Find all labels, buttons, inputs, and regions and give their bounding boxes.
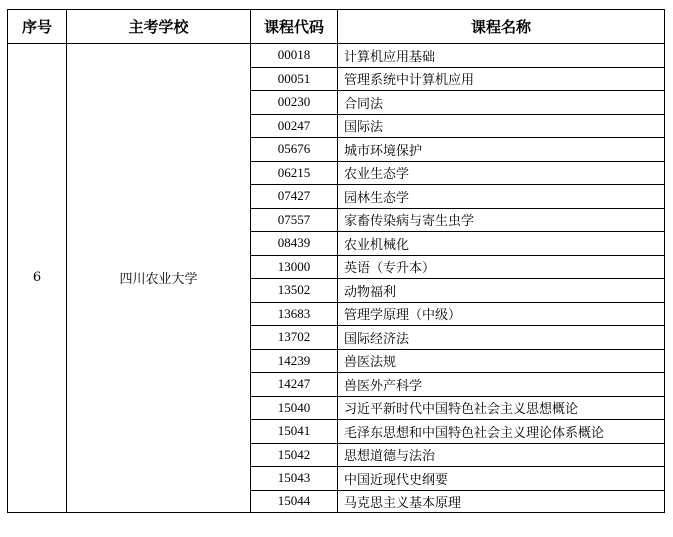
course-code-cell: 13702: [251, 326, 338, 350]
course-code-cell: 07427: [251, 185, 338, 209]
course-code-cell: 07557: [251, 208, 338, 232]
course-code-cell: 14247: [251, 373, 338, 397]
course-table: [7, 9, 665, 513]
table-body: [8, 44, 665, 513]
course-name-cell: 毛泽东思想和中国特色社会主义理论体系概论: [338, 420, 665, 444]
course-name-cell: 园林生态学: [338, 185, 665, 209]
course-name-cell: 马克思主义基本原理: [338, 490, 665, 512]
school-cell: 四川农业大学: [67, 44, 251, 513]
course-name-cell: 管理系统中计算机应用: [338, 67, 665, 91]
course-name-cell: 思想道德与法治: [338, 443, 665, 467]
course-code-cell: 15042: [251, 443, 338, 467]
course-name-cell: 家畜传染病与寄生虫学: [338, 208, 665, 232]
course-code-cell: 13683: [251, 302, 338, 326]
course-name-cell: 动物福利: [338, 279, 665, 303]
course-code-cell: 14239: [251, 349, 338, 373]
course-name-cell: 国际经济法: [338, 326, 665, 350]
course-name-cell: 兽医外产科学: [338, 373, 665, 397]
course-code-cell: 05676: [251, 138, 338, 162]
course-code-cell: 13000: [251, 255, 338, 279]
course-name-cell: 国际法: [338, 114, 665, 138]
course-code-cell: 15041: [251, 420, 338, 444]
course-code-cell: 15044: [251, 490, 338, 512]
course-name-cell: 中国近现代史纲要: [338, 467, 665, 491]
header-seq: 序号: [8, 10, 67, 44]
header-row: [8, 10, 665, 44]
course-code-cell: 15040: [251, 396, 338, 420]
course-name-cell: 习近平新时代中国特色社会主义思想概论: [338, 396, 665, 420]
course-code-cell: 08439: [251, 232, 338, 256]
course-name-cell: 管理学原理（中级）: [338, 302, 665, 326]
course-code-cell: 15043: [251, 467, 338, 491]
header-school: 主考学校: [67, 10, 251, 44]
course-code-cell: 13502: [251, 279, 338, 303]
header-name: 课程名称: [338, 10, 665, 44]
course-name-cell: 计算机应用基础: [338, 44, 665, 68]
course-name-cell: 合同法: [338, 91, 665, 115]
course-name-cell: 兽医法规: [338, 349, 665, 373]
course-code-cell: 00018: [251, 44, 338, 68]
course-name-cell: 英语（专升本）: [338, 255, 665, 279]
course-name-cell: 农业生态学: [338, 161, 665, 185]
course-code-cell: 00230: [251, 91, 338, 115]
course-code-cell: 06215: [251, 161, 338, 185]
table-row: [8, 44, 665, 68]
course-code-cell: 00051: [251, 67, 338, 91]
course-name-cell: 城市环境保护: [338, 138, 665, 162]
header-code: 课程代码: [251, 10, 338, 44]
course-code-cell: 00247: [251, 114, 338, 138]
seq-cell: 6: [8, 44, 67, 513]
course-name-cell: 农业机械化: [338, 232, 665, 256]
